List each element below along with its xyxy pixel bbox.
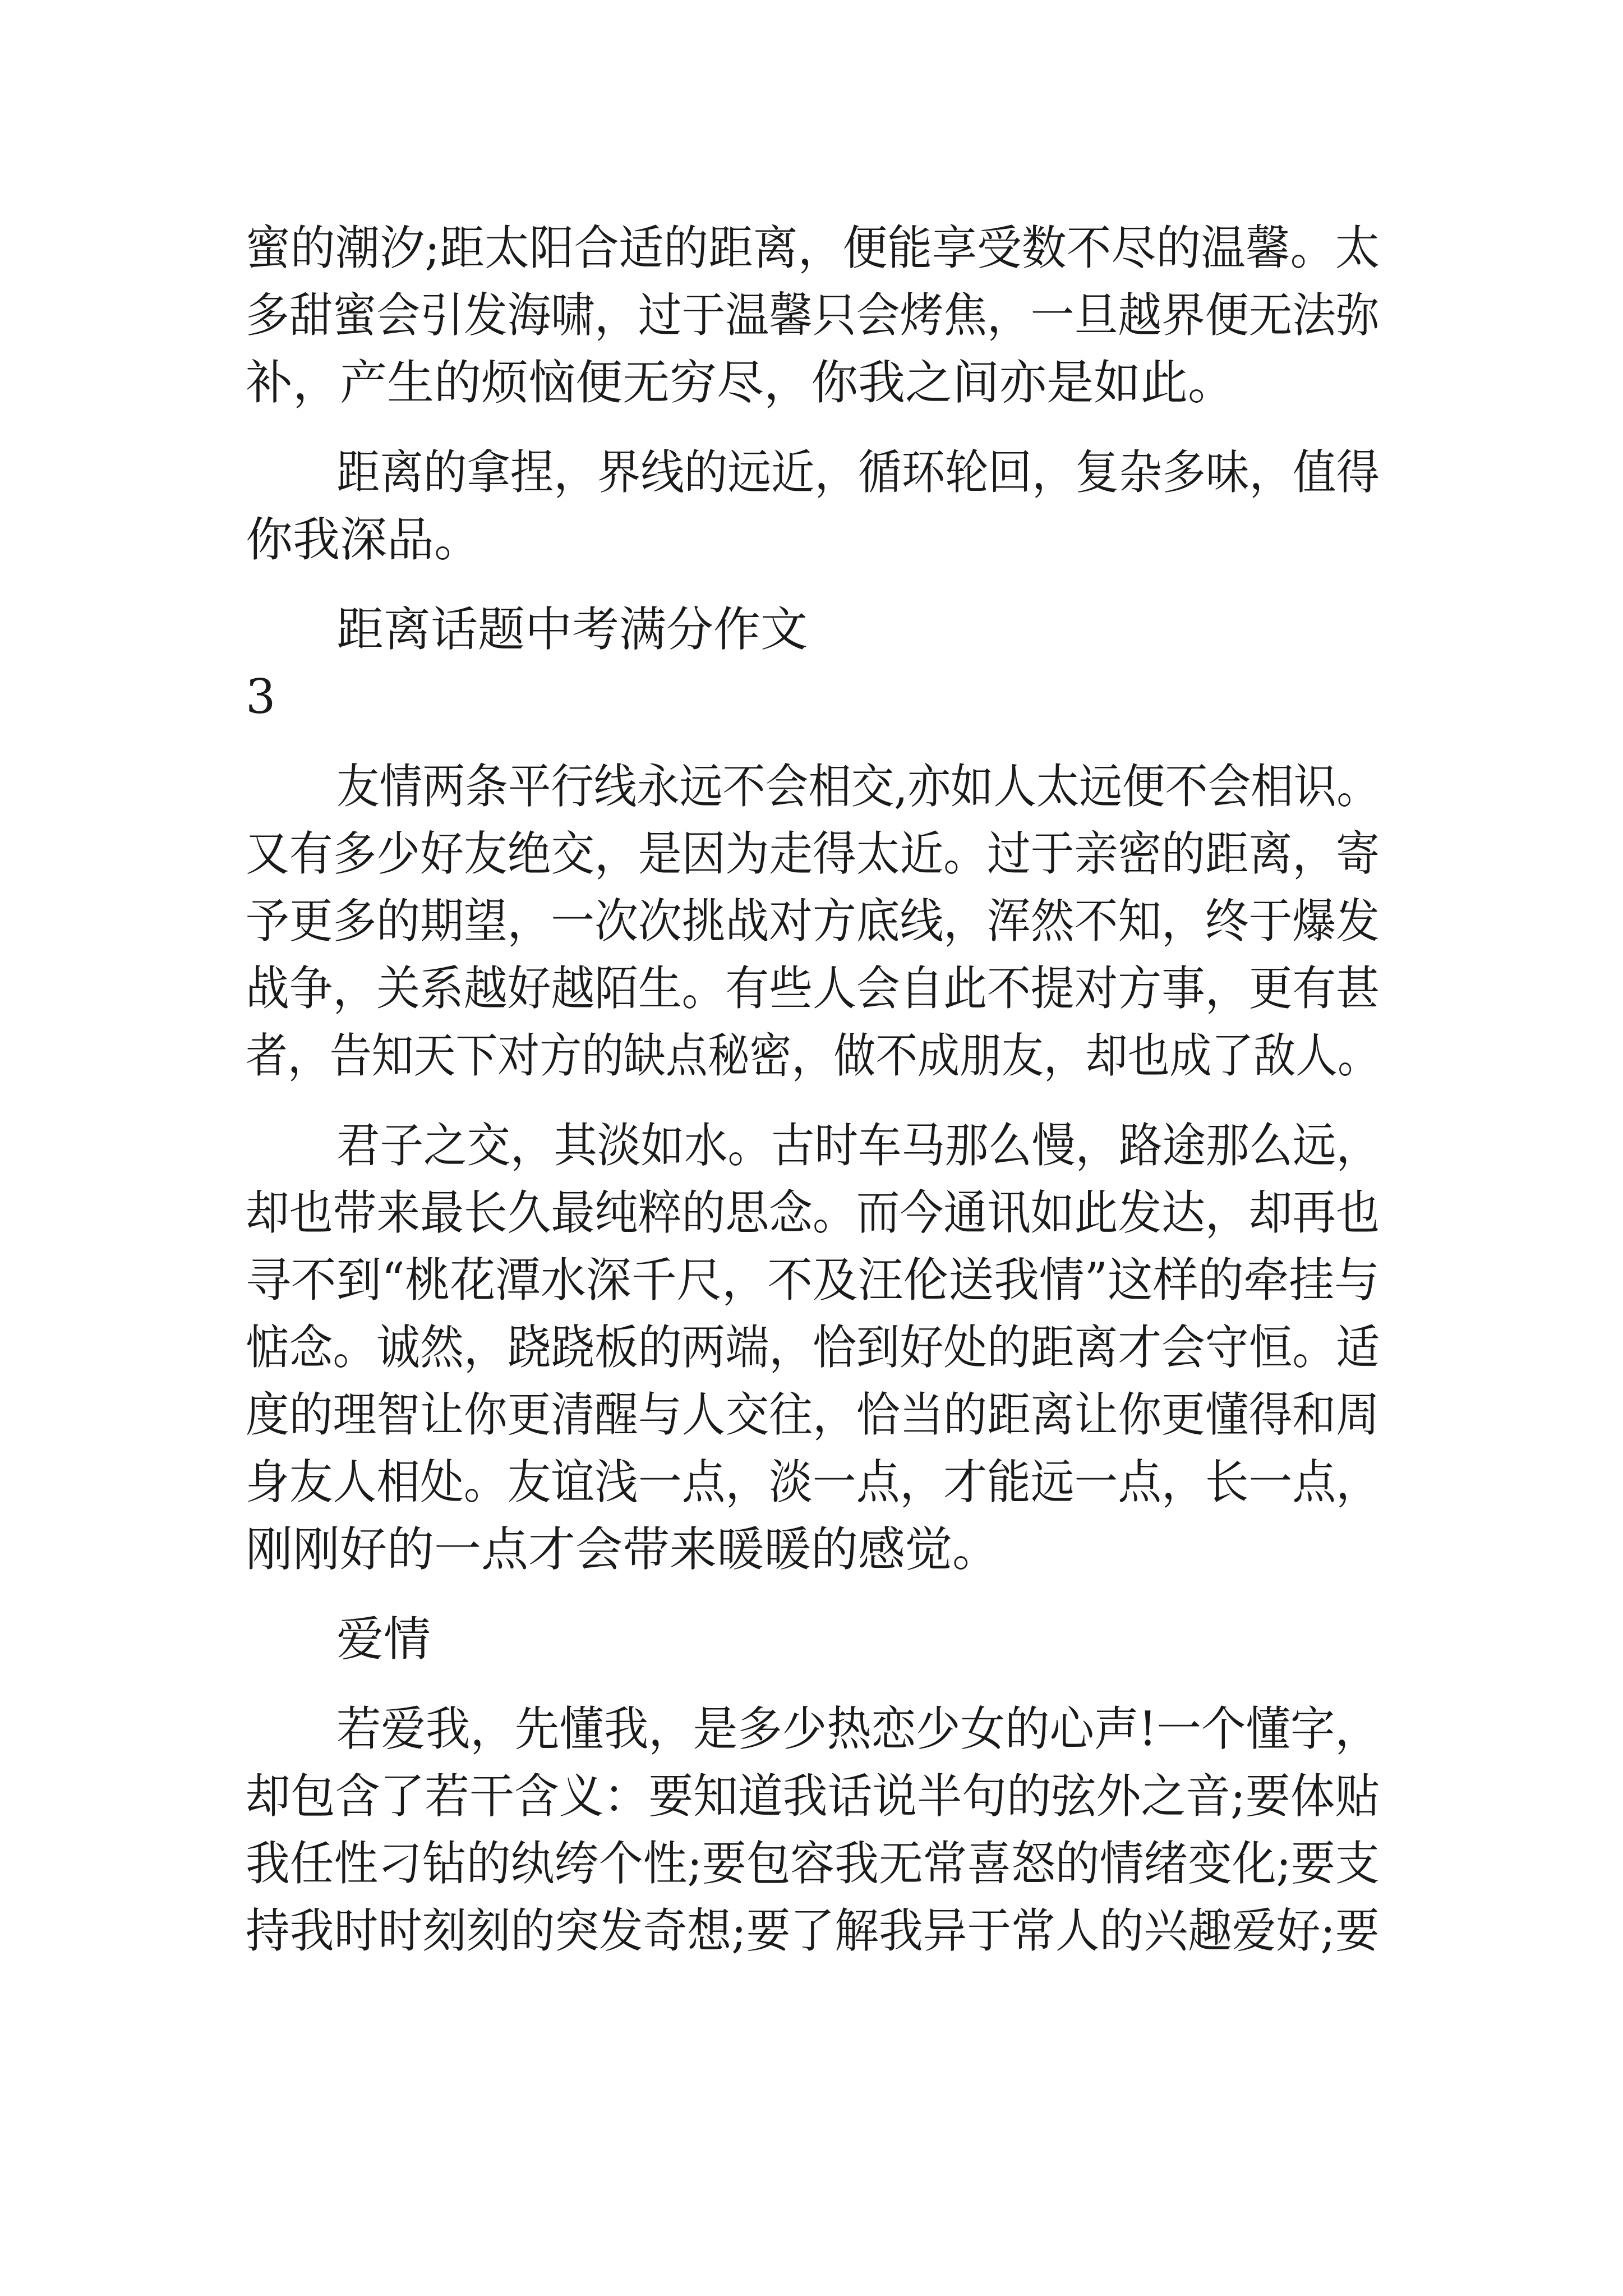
text-line: 予更多的期望，一次次挑战对方底线，浑然不知，终于爆发 [246,894,1380,949]
text-line: 者，告知天下对方的缺点秘密，做不成朋友，却也成了敌人。 [246,1028,1380,1083]
text-line: 战争，关系越好越陌生。有些人会自此不提对方事，更有甚 [246,961,1380,1016]
text-line: 惦念。诚然，跷跷板的两端，恰到好处的距离才会守恒。适 [246,1320,1380,1375]
text-line: 又有多少好友绝交，是因为走得太近。过于亲密的距离，寄 [246,826,1380,881]
text-line: 度的理智让你更清醒与人交往，恰当的距离让你更懂得和周 [246,1387,1380,1442]
text-line: 你我深品。 [246,512,482,567]
text-line: 却包含了若干含义：要知道我话说半句的弦外之音;要体贴 [246,1769,1380,1824]
text-line: 刚刚好的一点才会带来暖暖的感觉。 [246,1522,1000,1577]
text-line: 距离的拿捏，界线的远近，循环轮回，复杂多味，值得 [336,445,1380,500]
text-line: 持我时时刻刻的突发奇想;要了解我异于常人的兴趣爱好;要 [246,1903,1380,1958]
text-line: 身友人相处。友谊浅一点，淡一点，才能远一点，长一点， [246,1455,1380,1510]
text-line: 多甜蜜会引发海啸，过于温馨只会烤焦，一旦越界便无法弥 [246,288,1380,343]
text-line: 我任性刁钻的纨绔个性;要包容我无常喜怒的情绪变化;要支 [246,1836,1380,1891]
section-number: 3 [246,669,276,724]
text-line: 补，产生的烦恼便无穷尽，你我之间亦是如此。 [246,355,1235,410]
text-line: 友情两条平行线永远不会相交,亦如人太远便不会相识。 [336,759,1380,814]
text-line: 君子之交，其淡如水。古时车马那么慢，路途那么远， [336,1118,1380,1173]
text-line: 蜜的潮汐;距太阳合适的距离，便能享受数不尽的温馨。太 [246,220,1380,275]
text-line: 若爱我，先懂我，是多少热恋少女的心声!一个懂字， [336,1701,1380,1756]
section-heading: 距离话题中考满分作文 [336,602,808,657]
text-line: 寻不到“桃花潭水深千尺，不及汪伦送我情”这样的牵挂与 [246,1253,1380,1308]
text-line: 却也带来最长久最纯粹的思念。而今通讯如此发达，却再也 [246,1185,1380,1240]
subheading: 爱情 [336,1612,431,1667]
